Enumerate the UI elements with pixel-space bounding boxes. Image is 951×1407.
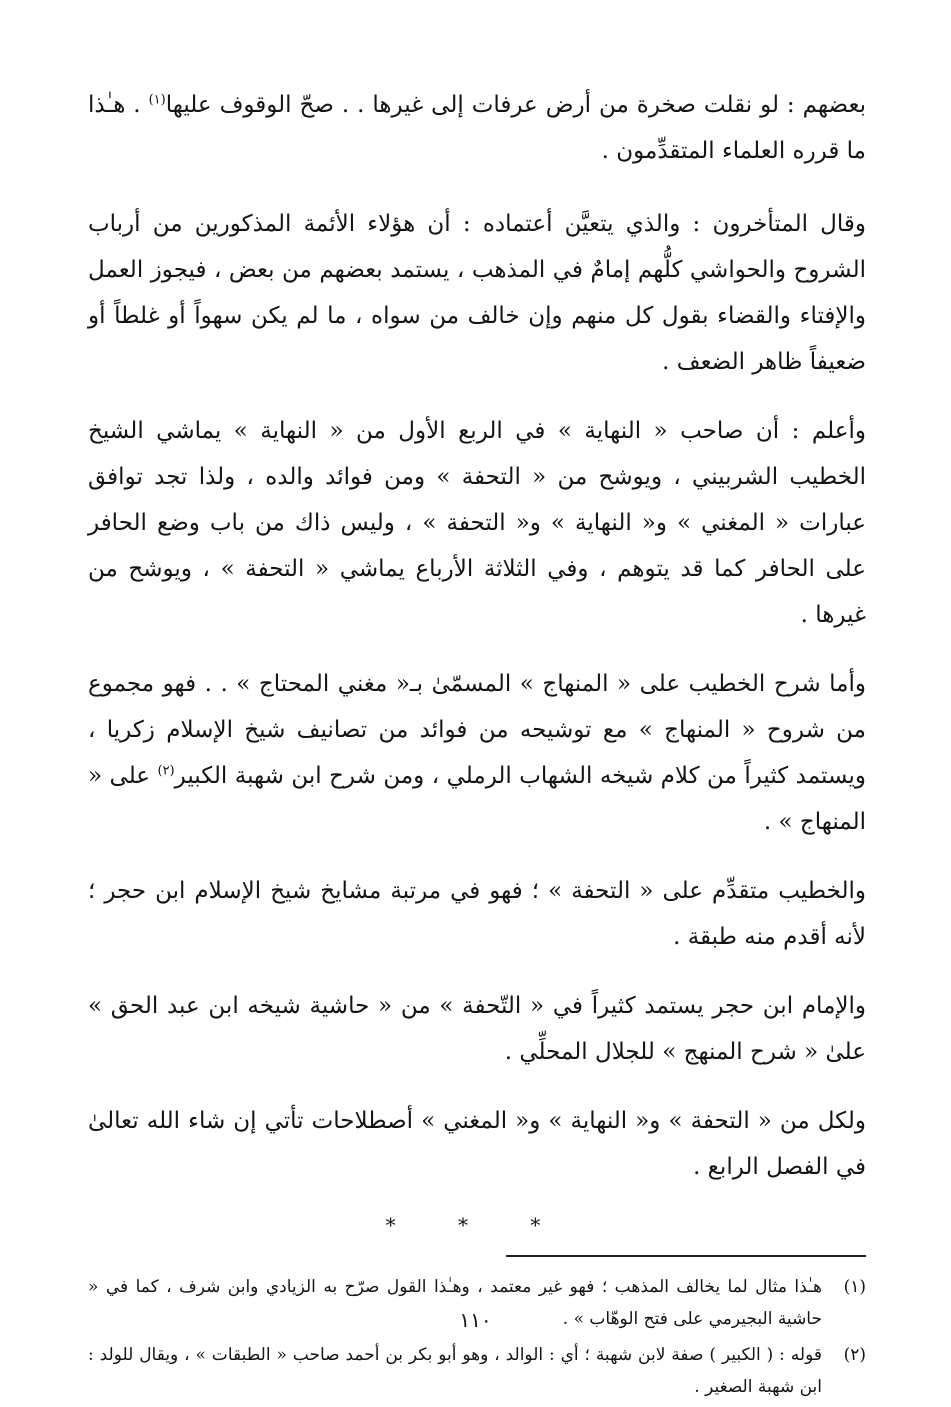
section-separator: * * *	[385, 1213, 569, 1237]
paragraph-4-text: وأما شرح الخطيب على « المنهاج » المسمّىٰ بـ« مغني المحتاج » . . فهو مجموع من شروح « المنهاج » مع توشيحه من فوائد من تصانيف شيخ الإسلام زكريا ، ويستمد كثيراً من كلام شيخه الشهاب الرملي ، ومن شرح ابن شهبة الكبير	[88, 671, 867, 789]
footnote-ref-2[interactable]: (٢)	[157, 763, 175, 779]
book-page	[88, 82, 866, 1407]
paragraph-2: وقال المتأخرون : والذي يتعيَّن أعتماده : أن هؤلاء الأئمة المذكورين من أرباب الشروح والحواشي كلُّهم إمامٌ في المذهب ، يستمد بعضهم من بعض ، فيجوز العمل والإفتاء والقضاء بقول كل منهم وإن خالف من سواه ، ما لم يكن سهواً أو غلطاً أو ضعيفاً ظاهر الضعف .	[88, 211, 866, 375]
page-number: ١١٠	[459, 1308, 492, 1332]
footnote-1-text: هـٰذا مثال لما يخالف المذهب ؛ فهو غير معتمد ، وهـٰذا القول صرّح به الزيادي وابن شرف ، كما في « حاشية البجيرمي على فتح الوهّاب » .	[88, 1277, 822, 1329]
paragraph-1-text-continued: . هـٰذا ما قرره العلماء المتقدِّمون .	[88, 92, 866, 164]
paragraph-7: ولكل من « التحفة » و« النهاية » و« المغني » أصطلاحات تأتي إن شاء الله تعالىٰ في الفصل الرابع .	[88, 1108, 866, 1180]
footnote-1-marker: (١)	[843, 1277, 866, 1297]
footnotes	[88, 1271, 866, 1403]
paragraph-1	[88, 82, 866, 174]
footnote-divider	[506, 1255, 866, 1257]
footnote-2-text: قوله : ( الكبير ) صفة لابن شهبة ؛ أي : الوالد ، وهو أبو بكر بن أحمد صاحب « الطبقات » ، ويقال للولد : ابن شهبة الصغير .	[88, 1345, 822, 1397]
main-text	[88, 82, 866, 1190]
footnote-2-marker: (٢)	[843, 1345, 866, 1365]
paragraph-1-text: بعضهم : لو نقلت صخرة من أرض عرفات إلى غيرها . . صحّ الوقوف عليها	[165, 92, 866, 118]
paragraph-5: والخطيب متقدِّم على « التحفة » ؛ فهو في مرتبة مشايخ شيخ الإسلام ابن حجر ؛ لأنه أقدم منه طبقة .	[88, 878, 866, 950]
footnote-2	[88, 1339, 866, 1403]
paragraph-6: والإمام ابن حجر يستمد كثيراً في « التّحفة » من « حاشية شيخه ابن عبد الحق » علىٰ « شرح المنهج » للجلال المحلِّي .	[88, 993, 866, 1065]
paragraph-4	[88, 661, 866, 845]
footnote-ref-1[interactable]: (١)	[148, 92, 166, 108]
paragraph-3: وأعلم : أن صاحب « النهاية » في الربع الأول من « النهاية » يماشي الشيخ الخطيب الشربيني ، ويوشح من « التحفة » ومن فوائد والده ، ولذا تجد توافق عبارات « المغني » و« النهاية » و« التحفة » ، وليس ذاك من باب وضع الحافر على الحافر كما قد يتوهم ، وفي الثلاثة الأرباع يماشي « التحفة » ، ويوشح من غيرها .	[88, 418, 866, 628]
paragraph-4-text-continued: على « المنهاج » .	[88, 763, 866, 835]
